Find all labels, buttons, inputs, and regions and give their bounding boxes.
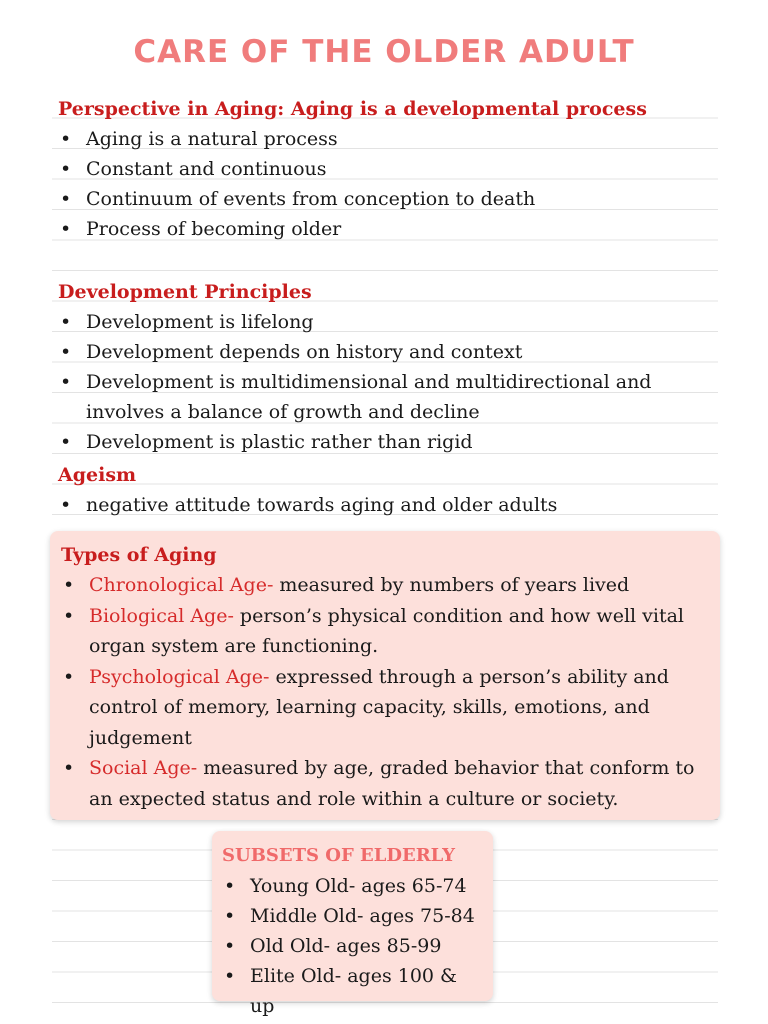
list-item (61, 753, 709, 814)
types-heading: Types of Aging (61, 544, 217, 566)
list-item: • Development depends on history and context (58, 337, 708, 367)
aging-type-term: Biological Age- (89, 604, 234, 627)
list-item: • Continuum of events from conception to death (58, 184, 708, 214)
development-list (58, 307, 708, 457)
list-item: • Middle Old- ages 75-84 (222, 901, 487, 931)
development-heading: Development Principles (58, 281, 312, 303)
list-item (61, 662, 709, 754)
aging-type-desc: person’s physical condition and how well vital organ system are functioning. (89, 604, 684, 657)
perspective-section (58, 94, 708, 244)
list-item: • Young Old- ages 65-74 (222, 871, 487, 901)
list-item: • Old Old- ages 85-99 (222, 931, 487, 961)
aging-type-term: Psychological Age- (89, 665, 270, 688)
list-item (61, 570, 709, 601)
aging-type-term: Social Age- (89, 757, 198, 779)
development-section (58, 277, 708, 457)
perspective-list (58, 124, 708, 244)
page-margin-left (0, 0, 52, 1024)
list-item: • negative attitude towards aging and older adults (58, 490, 708, 520)
list-item: • Development is lifelong (58, 307, 708, 337)
page-margin-right (718, 0, 768, 1024)
ageism-section (58, 460, 708, 520)
aging-type-term: Chronological Age- (89, 574, 274, 596)
aging-type-desc: measured by numbers of years lived (273, 574, 630, 596)
list-item: • Development is plastic rather than rigid (58, 427, 708, 457)
list-item: • Process of becoming older (58, 214, 708, 244)
subsets-heading: SUBSETS OF ELDERLY (222, 845, 456, 866)
aging-type-desc: measured by age, graded behavior that conform to an expected status and role within a culture or society. (89, 757, 695, 810)
subsets-of-elderly-box (212, 831, 493, 1017)
list-item: • Elite Old- ages 100 & up (222, 961, 487, 1021)
ageism-heading: Ageism (58, 464, 137, 486)
list-item (61, 601, 709, 662)
types-of-aging-box (50, 531, 720, 820)
aging-type-desc: expressed through a person’s ability and control of memory, learning capacity, skills, emotions, and judgement (89, 665, 669, 749)
types-list (61, 570, 709, 814)
page-title: CARE OF THE OLDER ADULT (133, 34, 635, 70)
subsets-list (222, 871, 487, 1021)
list-item: • Aging is a natural process (58, 124, 708, 154)
ageism-list (58, 490, 708, 520)
perspective-heading: Perspective in Aging: Aging is a developmental process (58, 98, 647, 120)
list-item: • Constant and continuous (58, 154, 708, 184)
list-item: • Development is multidimensional and multidirectional and involves a balance of growth and decline (58, 367, 708, 427)
